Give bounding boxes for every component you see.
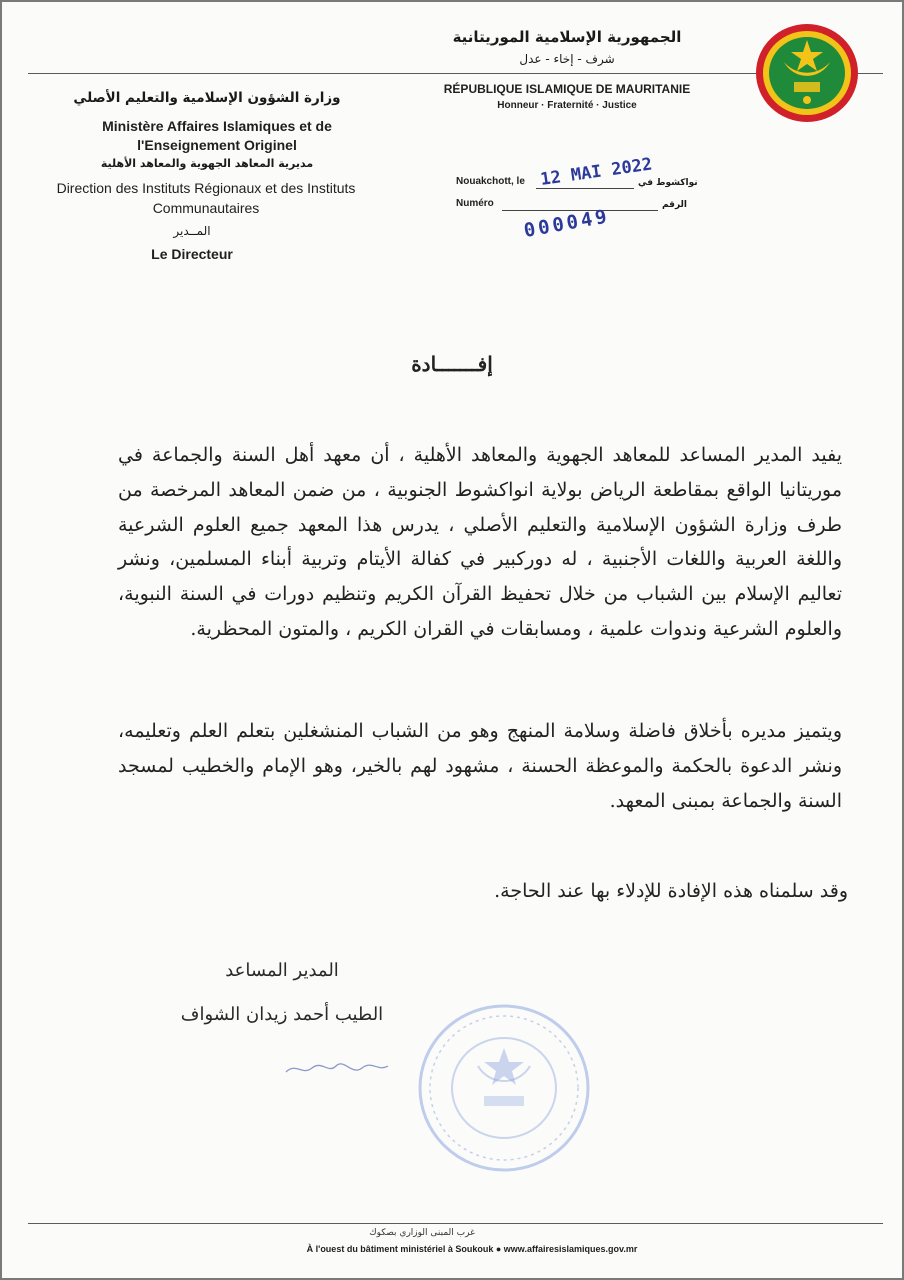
date-label-fr: Nouakchott, le	[456, 176, 525, 187]
signature-name: الطيب أحمد زيدان الشواف	[180, 1004, 384, 1025]
signature-role: المدير المساعد	[225, 960, 339, 981]
number-label-fr: Numéro	[456, 198, 494, 209]
bottom-divider	[28, 1223, 883, 1224]
ministry-name-fr-line2: l'Enseignement Originel	[137, 137, 297, 153]
republic-name-fr: RÉPUBLIQUE ISLAMIQUE DE MAURITANIE	[443, 82, 691, 96]
signature-scribble-icon	[282, 1058, 392, 1080]
republic-name-ar: الجمهورية الإسلامية الموريتانية	[452, 28, 682, 46]
body-paragraph-2: ويتميز مديره بأخلاق فاضلة وسلامة المنهج وهو من الشباب المنشغلين بتعلم العلم وتعليمه، ونشر الدعوة بالحكمة والموعظة الحسنة ، مشهود لهم بالخير، وهو الإمام والخطيب لمسجد السنة والجماعة بمبنى المعهد.	[118, 720, 842, 812]
mauritania-emblem-icon	[754, 22, 860, 124]
motto-ar: شرف - إخاء - عدل	[519, 52, 615, 66]
official-seal-icon	[414, 1000, 594, 1176]
motto-fr: Honneur · Fraternité · Justice	[497, 100, 637, 111]
number-stamp: 000049	[522, 205, 612, 242]
document-title: إفـــــــادة	[411, 352, 493, 376]
ministry-name-fr-line1: Ministère Affaires Islamiques et de	[102, 118, 332, 134]
date-stamp: 12 MAI 2022	[539, 154, 654, 190]
director-title-fr: Le Directeur	[151, 246, 233, 262]
body-paragraph-1: يفيد المدير المساعد للمعاهد الجهوية والمعاهد الأهلية ، أن معهد أهل السنة والجماعة في موريتانيا الواقع بمقاطعة الرياض بولاية انواكشوط الجنوبية ، من ضمن المعاهد المرخصة من طرف وزارة الشؤون الإسلامية والتعليم الأصلي ، يدرس هذا المعهد جميع العلوم الشرعية واللغة العربية واللغات الأجنبية ، له دوركبير في كفالة الأيتام وتربية أبناء المسلمين، ونشر تعاليم الإسلام بين الشباب من خلال تحفيظ القرآن الكريم وتنظيم دورات في السنة النبوية، والعلوم الشرعية وندوات علمية ، ومسابقات في القران الكريم ، والمتون المحظرية.	[118, 444, 842, 640]
letter-sheet	[2, 2, 902, 1278]
closing-sentence: وقد سلمناه هذه الإفادة للإدلاء بها عند الحاجة.	[494, 880, 848, 902]
director-title-ar: المــدير	[173, 224, 211, 238]
direction-name-ar: مديرية المعاهد الجهوية والمعاهد الأهلية	[100, 157, 314, 170]
footer-address-ar: غرب المبنى الوزاري بصكوك	[369, 1228, 475, 1238]
date-label-ar: نواكشوط في	[638, 178, 698, 188]
direction-name-fr-line1: Direction des Instituts Régionaux et des Instituts	[56, 180, 356, 196]
footer-address-fr: À l'ouest du bâtiment ministériel à Soukouk ● www.affairesislamiques.gov.mr	[306, 1244, 638, 1254]
number-label-ar: الرقم	[662, 200, 688, 210]
direction-name-fr-line2: Communautaires	[152, 200, 260, 216]
ministry-name-ar: وزارة الشؤون الإسلامية والتعليم الأصلي	[73, 90, 341, 106]
